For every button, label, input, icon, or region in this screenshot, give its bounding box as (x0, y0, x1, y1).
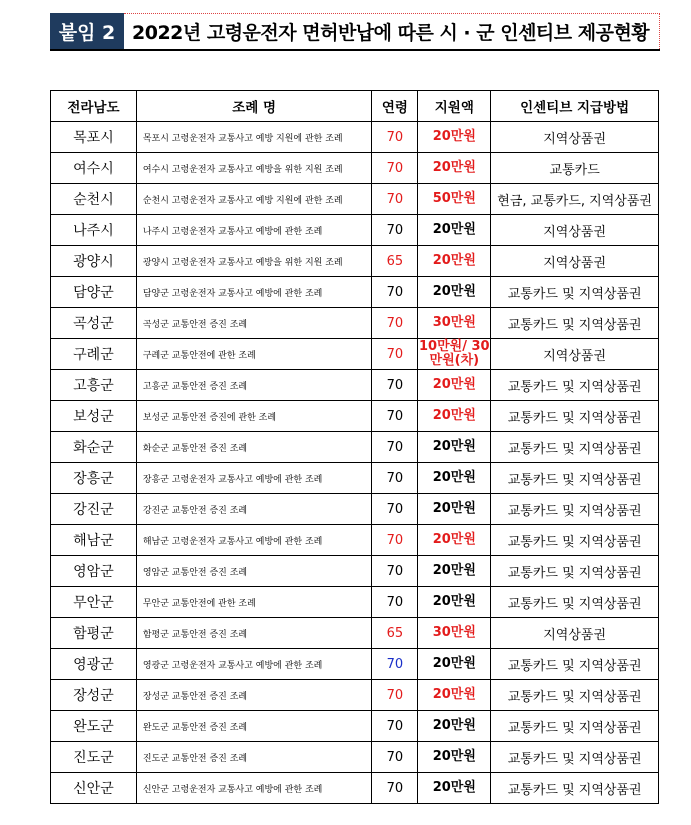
ordinance-cell: 무안군 교통안전에 관한 조례 (136, 587, 372, 618)
method-cell: 교통카드 및 지역상품권 (491, 401, 659, 432)
region-cell: 곡성군 (51, 308, 137, 339)
ordinance-cell: 여수시 고령운전자 교통사고 예방을 위한 지원 조례 (136, 153, 372, 184)
header-region: 전라남도 (51, 91, 137, 122)
table-row (51, 463, 659, 494)
ordinance-cell: 곡성군 교통안전 증진 조례 (136, 308, 372, 339)
region-cell: 신안군 (51, 773, 137, 804)
table-row (51, 308, 659, 339)
table-body (51, 122, 659, 804)
method-cell: 현금, 교통카드, 지역상품권 (491, 184, 659, 215)
attachment-badge: 붙임 2 (50, 13, 124, 49)
method-cell: 교통카드 및 지역상품권 (491, 308, 659, 339)
ordinance-cell: 보성군 교통안전 증진에 관한 조례 (136, 401, 372, 432)
method-cell: 교통카드 및 지역상품권 (491, 711, 659, 742)
amount-cell: 20만원 (418, 432, 491, 463)
amount-cell: 20만원 (418, 556, 491, 587)
method-cell: 교통카드 및 지역상품권 (491, 525, 659, 556)
amount-cell: 20만원 (418, 494, 491, 525)
table-row (51, 773, 659, 804)
ordinance-cell: 영암군 교통안전 증진 조례 (136, 556, 372, 587)
table-row (51, 401, 659, 432)
ordinance-cell: 구례군 교통안전에 관한 조례 (136, 339, 372, 370)
table-row (51, 370, 659, 401)
region-cell: 장성군 (51, 680, 137, 711)
method-cell: 교통카드 (491, 153, 659, 184)
method-cell: 지역상품권 (491, 339, 659, 370)
region-cell: 진도군 (51, 742, 137, 773)
ordinance-cell: 순천시 고령운전자 교통사고 예방 지원에 관한 조례 (136, 184, 372, 215)
region-cell: 구례군 (51, 339, 137, 370)
age-cell: 70 (372, 742, 418, 773)
age-cell: 70 (372, 711, 418, 742)
method-cell: 지역상품권 (491, 122, 659, 153)
region-cell: 화순군 (51, 432, 137, 463)
amount-cell: 20만원 (418, 153, 491, 184)
amount-cell: 30만원 (418, 308, 491, 339)
table-row (51, 494, 659, 525)
amount-cell: 20만원 (418, 370, 491, 401)
method-cell: 교통카드 및 지역상품권 (491, 649, 659, 680)
amount-cell: 20만원 (418, 246, 491, 277)
age-cell: 70 (372, 463, 418, 494)
amount-cell: 20만원 (418, 401, 491, 432)
ordinance-cell: 장흥군 고령운전자 교통사고 예방에 관한 조례 (136, 463, 372, 494)
amount-cell: 20만원 (418, 680, 491, 711)
region-cell: 여수시 (51, 153, 137, 184)
age-cell: 70 (372, 277, 418, 308)
age-cell: 70 (372, 339, 418, 370)
region-cell: 담양군 (51, 277, 137, 308)
age-cell: 70 (372, 215, 418, 246)
amount-cell: 20만원 (418, 463, 491, 494)
age-cell: 70 (372, 308, 418, 339)
table-row (51, 711, 659, 742)
ordinance-cell: 해남군 고령운전자 교통사고 예방에 관한 조례 (136, 525, 372, 556)
ordinance-cell: 고흥군 교통안전 증진 조례 (136, 370, 372, 401)
method-cell: 교통카드 및 지역상품권 (491, 277, 659, 308)
amount-cell: 20만원 (418, 773, 491, 804)
region-cell: 함평군 (51, 618, 137, 649)
region-cell: 고흥군 (51, 370, 137, 401)
method-cell: 교통카드 및 지역상품권 (491, 680, 659, 711)
amount-cell: 10만원/ 30만원(차) (419, 339, 490, 368)
table-row (51, 215, 659, 246)
ordinance-cell: 나주시 고령운전자 교통사고 예방에 관한 조례 (136, 215, 372, 246)
table-row (51, 525, 659, 556)
region-cell: 강진군 (51, 494, 137, 525)
age-cell: 65 (372, 246, 418, 277)
method-cell: 교통카드 및 지역상품권 (491, 494, 659, 525)
amount-cell: 20만원 (418, 122, 491, 153)
table-row (51, 246, 659, 277)
region-cell: 목포시 (51, 122, 137, 153)
method-cell: 교통카드 및 지역상품권 (491, 773, 659, 804)
amount-cell: 30만원 (418, 618, 491, 649)
amount-cell: 20만원 (418, 742, 491, 773)
document-title: 2022년 고령운전자 면허반납에 따른 시 · 군 인센티브 제공현황 (124, 13, 660, 49)
table-row (51, 184, 659, 215)
ordinance-cell: 영광군 고령운전자 교통사고 예방에 관한 조례 (136, 649, 372, 680)
ordinance-cell: 장성군 교통안전 증진 조례 (136, 680, 372, 711)
header-amount: 지원액 (418, 91, 491, 122)
table-row (51, 587, 659, 618)
region-cell: 무안군 (51, 587, 137, 618)
table-row (51, 122, 659, 153)
age-cell: 70 (372, 494, 418, 525)
ordinance-cell: 화순군 교통안전 증진 조례 (136, 432, 372, 463)
method-cell: 교통카드 및 지역상품권 (491, 370, 659, 401)
age-cell: 70 (372, 680, 418, 711)
method-cell: 지역상품권 (491, 215, 659, 246)
ordinance-cell: 강진군 교통안전 증진 조례 (136, 494, 372, 525)
age-cell: 65 (372, 618, 418, 649)
age-cell: 70 (372, 184, 418, 215)
table-header-row (51, 91, 659, 122)
incentive-table (50, 90, 659, 804)
header-method: 인센티브 지급방법 (491, 91, 659, 122)
age-cell: 70 (372, 153, 418, 184)
age-cell: 70 (372, 432, 418, 463)
ordinance-cell: 완도군 교통안전 증진 조례 (136, 711, 372, 742)
amount-cell: 20만원 (418, 587, 491, 618)
region-cell: 완도군 (51, 711, 137, 742)
amount-cell: 20만원 (418, 215, 491, 246)
ordinance-cell: 담양군 고령운전자 교통사고 예방에 관한 조례 (136, 277, 372, 308)
table-row (51, 556, 659, 587)
region-cell: 순천시 (51, 184, 137, 215)
age-cell: 70 (372, 587, 418, 618)
method-cell: 교통카드 및 지역상품권 (491, 587, 659, 618)
method-cell: 교통카드 및 지역상품권 (491, 432, 659, 463)
region-cell: 해남군 (51, 525, 137, 556)
age-cell: 70 (372, 122, 418, 153)
age-cell: 70 (372, 556, 418, 587)
region-cell: 장흥군 (51, 463, 137, 494)
table-row (51, 277, 659, 308)
region-cell: 광양시 (51, 246, 137, 277)
method-cell: 교통카드 및 지역상품권 (491, 556, 659, 587)
region-cell: 나주시 (51, 215, 137, 246)
amount-cell: 20만원 (418, 711, 491, 742)
document-title-bar (50, 13, 660, 51)
table-row (51, 742, 659, 773)
method-cell: 교통카드 및 지역상품권 (491, 742, 659, 773)
ordinance-cell: 진도군 교통안전 증진 조례 (136, 742, 372, 773)
amount-cell: 50만원 (418, 184, 491, 215)
table-row (51, 339, 659, 370)
region-cell: 영광군 (51, 649, 137, 680)
table-row (51, 432, 659, 463)
ordinance-cell: 신안군 고령운전자 교통사고 예방에 관한 조례 (136, 773, 372, 804)
amount-cell: 20만원 (418, 649, 491, 680)
amount-cell: 20만원 (418, 277, 491, 308)
age-cell: 70 (372, 649, 418, 680)
method-cell: 지역상품권 (491, 618, 659, 649)
ordinance-cell: 함평군 교통안전 증진 조례 (136, 618, 372, 649)
ordinance-cell: 광양시 고령운전자 교통사고 예방을 위한 지원 조례 (136, 246, 372, 277)
table-row (51, 649, 659, 680)
age-cell: 70 (372, 370, 418, 401)
age-cell: 70 (372, 401, 418, 432)
table-row (51, 153, 659, 184)
method-cell: 교통카드 및 지역상품권 (491, 463, 659, 494)
ordinance-cell: 목포시 고령운전자 교통사고 예방 지원에 관한 조례 (136, 122, 372, 153)
header-age: 연령 (372, 91, 418, 122)
header-ordinance: 조례 명 (136, 91, 372, 122)
age-cell: 70 (372, 525, 418, 556)
table-row (51, 618, 659, 649)
age-cell: 70 (372, 773, 418, 804)
method-cell: 지역상품권 (491, 246, 659, 277)
amount-cell: 20만원 (418, 525, 491, 556)
region-cell: 보성군 (51, 401, 137, 432)
region-cell: 영암군 (51, 556, 137, 587)
table-row (51, 680, 659, 711)
